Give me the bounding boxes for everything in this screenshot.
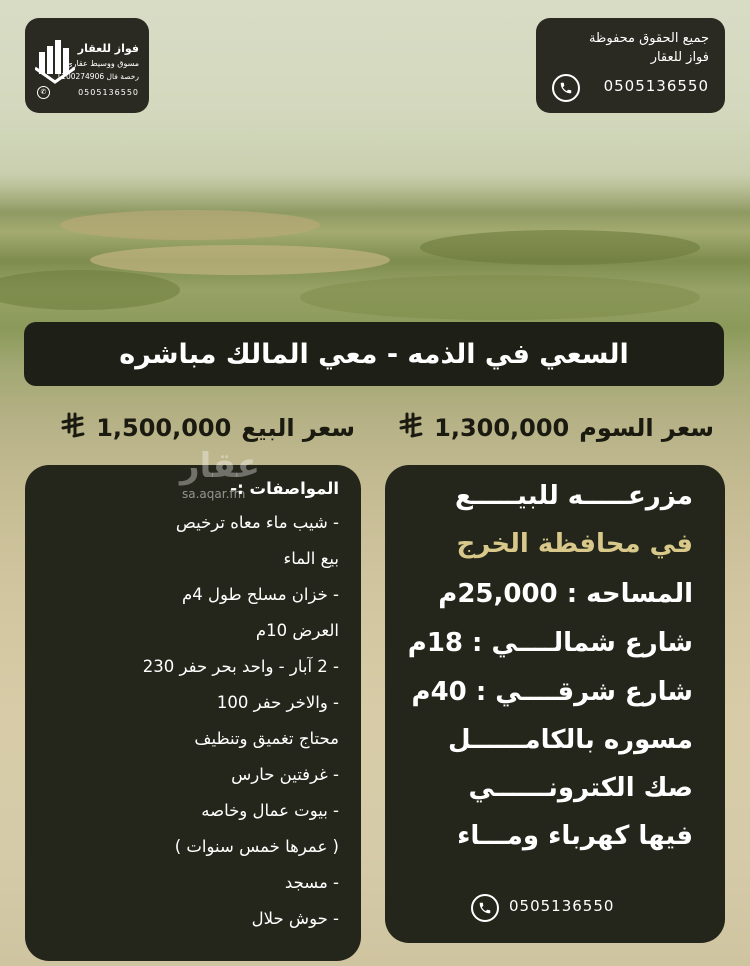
rights-box — [536, 18, 725, 113]
spec-item: - بيوت عمال وخاصه — [201, 801, 339, 820]
rights-line1: جميع الحقوق محفوظة — [589, 31, 709, 46]
detail-line: شارع شرقــــي : 40م — [411, 677, 693, 707]
riyal-icon — [398, 412, 424, 444]
spec-item: - خزان مسلح طول 4م — [182, 585, 339, 604]
logo-subtitle: مسوق ووسيط عقاري — [66, 59, 139, 68]
spec-item: العرض 10م — [255, 621, 339, 640]
spec-item: - شيب ماء معاه ترخيص — [175, 513, 339, 532]
spec-item: - والاخر حفر 100 — [216, 693, 339, 712]
spec-item: - مسجد — [284, 873, 339, 892]
field-patch — [90, 245, 390, 275]
watermark-url: sa.aqar.fm — [182, 487, 246, 501]
detail-line-location: في محافظة الخرج — [456, 529, 693, 559]
field-patch — [420, 230, 700, 265]
riyal-icon — [60, 412, 86, 444]
details-phone[interactable]: 0505136550 — [509, 897, 615, 915]
logo-name: فواز للعقار — [77, 42, 139, 55]
asking-price — [398, 400, 714, 456]
spec-item: بيع الماء — [283, 549, 339, 568]
detail-line: فيها كهرباء ومـــاء — [457, 821, 693, 851]
headline-text: السعي في الذمه - معي المالك مباشره — [119, 338, 629, 370]
detail-line: مزرعـــــه للبيـــــع — [454, 481, 693, 511]
sale-price-label: سعر البيع — [241, 414, 355, 442]
phone-icon — [552, 74, 580, 102]
field-patch — [0, 270, 180, 310]
spec-item: محتاج تغميق وتنظيف — [194, 729, 339, 748]
specs-panel — [25, 465, 361, 961]
rights-line2: فواز للعقار — [650, 50, 709, 65]
detail-line: المساحه : 25,000م — [438, 579, 693, 609]
specs-title: المواصفات :- — [230, 479, 339, 498]
spec-item: - حوش حلال — [251, 909, 339, 928]
field-patch — [300, 275, 700, 320]
asking-price-value: 1,300,000 — [434, 414, 570, 442]
detail-line: شارع شمالــــي : 18م — [407, 628, 693, 658]
rights-phone[interactable]: 0505136550 — [603, 77, 709, 95]
logo-phone[interactable]: 0505136550 — [78, 88, 139, 97]
spec-item: - غرفتين حارس — [231, 765, 339, 784]
detail-line: مسوره بالكامــــــل — [447, 725, 693, 755]
phone-icon: ✆ — [37, 86, 50, 99]
logo-license: رخصة فال 1100274906 — [56, 72, 139, 81]
spec-item: - 2 آبار - واحد بحر حفر 230 — [142, 657, 339, 676]
brand-logo-box — [25, 18, 149, 113]
sale-price-value: 1,500,000 — [96, 414, 232, 442]
watermark-logo: عقار — [180, 446, 261, 486]
asking-price-label: سعر السوم — [579, 414, 714, 442]
spec-item: ( عمرها خمس سنوات ) — [174, 837, 339, 856]
detail-line: صك الكترونــــــي — [468, 773, 693, 803]
headline-banner — [24, 322, 724, 386]
field-patch — [60, 210, 320, 240]
phone-icon — [471, 894, 499, 922]
details-panel — [385, 465, 725, 943]
